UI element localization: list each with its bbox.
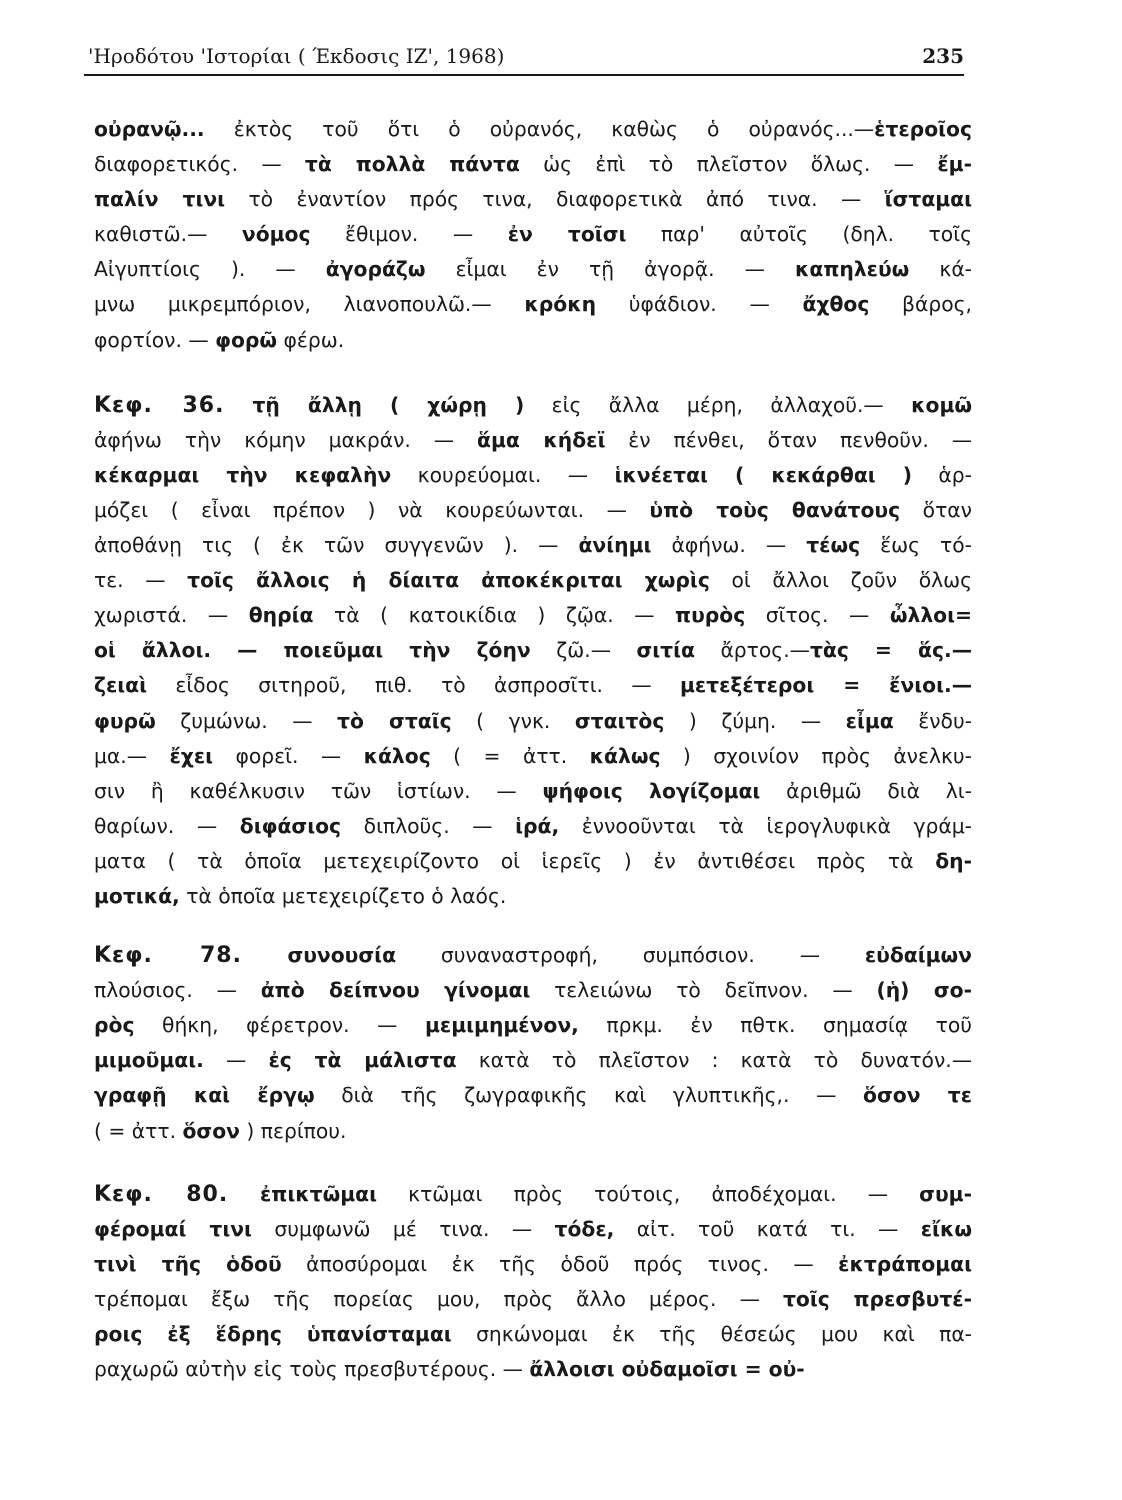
text-line — [94, 774, 972, 809]
definition-text: ) σχοινίον πρὸς ἀνελκυ- — [660, 743, 972, 768]
text-line — [94, 1078, 972, 1113]
headword: σταιτὸς — [574, 708, 665, 733]
text-line — [94, 1282, 972, 1317]
definition-text: ραχωρῶ αὐτὴν εἰς τοὺς πρεσβυτέρους. — — [94, 1357, 530, 1382]
headword: διφάσιος — [239, 813, 342, 838]
definition-text: σῖτος. — — [745, 603, 890, 628]
definition-text: διπλοῦς. — — [341, 813, 516, 838]
headword: ὑπὸ τοὺς θανάτους — [649, 497, 901, 522]
definition-text: ὡς ἐπὶ τὸ πλεῖστον ὅλως. — — [519, 152, 938, 177]
headword: πυρὸς — [675, 603, 746, 628]
headword: δη- — [935, 848, 972, 873]
headword: τοῖς πρεσβυτέ- — [782, 1286, 972, 1311]
headword: μετεξέτεροι = ἔνιοι.— — [679, 673, 973, 698]
definition-text: κουρεύομαι. — — [391, 462, 615, 487]
definition-text: χωριστά. — — [94, 603, 249, 628]
headword: φέρομαί τινι — [94, 1216, 252, 1241]
headword: τέως — [806, 533, 861, 558]
text-line — [94, 668, 972, 703]
running-header — [84, 42, 964, 76]
headword: συμ- — [919, 1181, 972, 1206]
definition-text: ματα ( τὰ ὁποῖα μετεχειρίζοντο οἱ ἱερεῖς ) ἐν ἀντιθέσει πρὸς τὰ — [94, 848, 936, 873]
definition-text: ) περίπου. — [239, 1118, 347, 1143]
definition-text: ἀφήνω τὴν κόμην μακράν. — — [94, 427, 478, 452]
headword: ρὸς — [94, 1013, 135, 1038]
definition-text: ἔθιμον. — — [310, 222, 508, 247]
definition-text: τὸ ἐναντίον πρός τινα, διαφορετικὰ ἀπό τινα. — — [225, 187, 885, 212]
definition-text: ζῶ.— — [530, 638, 637, 663]
text-line — [94, 1008, 972, 1043]
text-line — [94, 879, 972, 914]
definition-text: πρκμ. ἐν πθτκ. σημασίᾳ τοῦ — [578, 1013, 973, 1038]
definition-text: φορεῖ. — — [213, 743, 364, 768]
definition-text: μνω μικρεμπόριον, λιανοπουλῶ.— — [94, 292, 525, 317]
definition-text: ἀποθάνῃ τις ( ἐκ τῶν συγγενῶν ). — — [94, 533, 579, 558]
definition-text: καθιστῶ.— — [94, 222, 242, 247]
headword: οὐρανῷ... — [94, 117, 205, 141]
headword: οἱ ἄλλοι. — ποιεῦμαι τὴν ζόην — [94, 638, 531, 663]
text-line — [94, 1352, 972, 1387]
headword: ἀγοράζω — [325, 257, 426, 282]
page-number: 235 — [922, 44, 964, 68]
definition-text: ἔνδυ- — [893, 708, 973, 733]
headword: ἐν τοῖσι — [507, 222, 627, 247]
headword: ψήφοις λογίζομαι — [542, 778, 761, 803]
headword: τῇ ἄλλῃ ( χώρῃ ) — [224, 392, 525, 417]
definition-text: συμφωνῶ μέ τινα. — — [251, 1216, 555, 1241]
text-line — [94, 252, 972, 287]
definition-text: τρέπομαι ἔξω τῆς πορείας μου, πρὸς ἄλλο μέρος. — — [94, 1286, 783, 1311]
text-line — [94, 112, 972, 147]
definition-text: τε. — — [94, 568, 188, 593]
definition-text: θαρίων. — — [94, 813, 240, 838]
definition-text: οἱ ἄλλοι ζοῦν ὅλως — [709, 568, 973, 593]
headword: μεμιμημένον, — [424, 1013, 579, 1038]
text-line — [94, 633, 972, 668]
text-line — [94, 147, 972, 182]
glossary-paragraph-kef-78 — [94, 938, 972, 1149]
glossary-body — [94, 112, 972, 1387]
definition-text: τελειώνω τὸ δεῖπνον. — — [530, 978, 877, 1003]
headword: γραφῇ καὶ ἔργῳ — [94, 1083, 315, 1108]
definition-text: ὅταν — [900, 497, 972, 522]
headword: ἐκτράπομαι — [838, 1251, 972, 1276]
text-line — [94, 1177, 972, 1212]
headword: τὰ πολλὰ πάντα — [304, 152, 520, 177]
headword: ἱκνέεται ( κεκάρθαι ) — [614, 462, 912, 487]
definition-text: εἶμαι ἐν τῇ ἀγορᾷ. — — [425, 257, 796, 282]
definition-text: ἄρτος.— — [694, 638, 810, 663]
definition-text: ( = ἀττ. — [94, 1118, 183, 1143]
definition-text: τὰ ( κατοικίδια ) ζῷα. — — [313, 603, 676, 628]
text-line — [94, 423, 972, 458]
definition-text: σηκώνομαι ἐκ τῆς θέσεώς μου καὶ πα- — [451, 1322, 973, 1346]
definition-text: μόζει ( εἶναι πρέπον ) νὰ κουρεύωνται. — — [94, 497, 650, 522]
headword: εὐδαίμων — [864, 943, 972, 968]
headword: ροις ἐξ ἕδρης ὑπανίσταμαι — [94, 1322, 452, 1346]
text-line — [94, 493, 972, 528]
text-line — [94, 1317, 972, 1352]
headword: ὦλλοι= — [889, 603, 973, 628]
text-line — [94, 323, 972, 358]
chapter-label: Κεφ. 36. — [94, 392, 225, 418]
text-line — [94, 528, 972, 563]
headword: κάλως — [589, 743, 661, 768]
definition-text: ( = ἀττ. — [430, 743, 590, 768]
text-line — [94, 1212, 972, 1247]
definition-text: ἀποσύρομαι ἐκ τῆς ὁδοῦ πρός τινος. — — [281, 1251, 839, 1276]
headword: τόδε, — [554, 1216, 615, 1241]
definition-text: ἀφήνω. — — [651, 533, 807, 558]
definition-text: Αἰγυπτίοις ). — — [94, 257, 326, 282]
definition-text: τὰ ὁποῖα μετεχειρίζετο ὁ λαός. — [179, 883, 507, 908]
definition-text: ἐν πένθει, ὅταν πενθοῦν. — — [605, 427, 973, 452]
headword: ἄλλοισι οὐδαμοῖσι = οὐ- — [529, 1357, 805, 1382]
headword: εἶμα — [845, 708, 894, 733]
chapter-label: Κεφ. 78. — [94, 943, 242, 969]
definition-text: ζυμώνω. — — [155, 708, 338, 733]
definition-text: θήκη, φέρετρον. — — [134, 1013, 425, 1038]
definition-text: ( γνκ. — [451, 708, 575, 733]
definition-text: βάρος, — [869, 292, 972, 317]
definition-text: ἐννοοῦνται τὰ ἱερογλυφικὰ γράμ- — [559, 813, 972, 838]
headword: ἀπὸ δείπνου γίνομαι — [260, 978, 531, 1003]
text-line — [94, 809, 972, 844]
definition-text: σιν ἢ καθέλκυσιν τῶν ἱστίων. — — [94, 778, 543, 803]
headword: ζειαὶ — [94, 673, 148, 698]
headword: κρόκη — [524, 292, 597, 317]
headword: θηρία — [248, 603, 314, 628]
definition-text: συναναστροφή, συμπόσιον. — — [396, 943, 865, 968]
text-line — [94, 287, 972, 322]
headword: κάλος — [363, 743, 431, 768]
definition-text: ἀριθμῶ διὰ λι- — [760, 778, 972, 803]
definition-text: κατὰ τὸ πλεῖστον : κατὰ τὸ δυνατόν.— — [456, 1048, 972, 1073]
headword: σιτία — [636, 638, 695, 663]
definition-text: μα.— — [94, 743, 170, 768]
headword: ἑτεροῖος — [874, 117, 972, 141]
definition-text: φορτίον. — — [94, 327, 216, 352]
definition-text: ἕως τό- — [860, 533, 972, 558]
definition-text: ὑφάδιον. — — [596, 292, 803, 317]
headword: ἵσταμαι — [884, 187, 973, 212]
headword: ὅσον — [182, 1118, 240, 1143]
glossary-paragraph — [94, 112, 972, 358]
headword: παλίν τινι — [94, 187, 226, 212]
definition-text: φέρω. — [277, 327, 345, 352]
headword: ἱρά, — [515, 813, 560, 838]
text-line — [94, 1043, 972, 1078]
text-line — [94, 563, 972, 598]
headword: τοῖς ἄλλοις ἡ δίαιτα ἀποκέκριται χωρὶς — [187, 568, 710, 593]
headword: ἐς τὰ μάλιστα — [268, 1048, 457, 1073]
glossary-paragraph-kef-36 — [94, 388, 972, 914]
headword: μιμοῦμαι. — [94, 1048, 204, 1073]
text-line — [94, 739, 972, 774]
headword: τινὶ τῆς ὁδοῦ — [94, 1251, 282, 1276]
headword: ὅσον τε — [863, 1083, 972, 1108]
definition-text: ἁρ- — [911, 462, 972, 487]
definition-text: διὰ τῆς ζωγραφικῆς καὶ γλυπτικῆς,. — — [314, 1083, 864, 1108]
headword: ἐπικτῶμαι — [228, 1181, 377, 1206]
definition-text: αἰτ. τοῦ κατά τι. — — [614, 1216, 921, 1241]
definition-text: πλούσιος. — — [94, 978, 261, 1003]
headword: κέκαρμαι τὴν κεφαλὴν — [94, 462, 392, 487]
headword: (ἡ) σο- — [876, 978, 972, 1003]
text-line — [94, 182, 972, 217]
headword: ἅμα κήδεϊ — [477, 427, 606, 452]
headword: ἔμ- — [937, 152, 972, 177]
glossary-paragraph-kef-80 — [94, 1177, 972, 1388]
definition-text: εἶδος σιτηροῦ, πιθ. τὸ ἀσπροσῖτι. — — [147, 673, 680, 698]
running-title: 'Ηροδότου 'Ιστορίαι ( Έκδοσις ΙΖ', 1968) — [88, 44, 505, 68]
text-line — [94, 217, 972, 252]
headword: τὸ σταῖς — [337, 708, 452, 733]
definition-text: κά- — [909, 257, 973, 282]
text-line — [94, 598, 972, 633]
text-line — [94, 704, 972, 739]
text-line — [94, 388, 972, 423]
definition-text: διαφορετικός. — — [94, 152, 305, 177]
definition-text: ) ζύμη. — — [664, 708, 846, 733]
definition-text: παρ' αὐτοῖς (δηλ. τοῖς — [626, 222, 972, 247]
text-line — [94, 458, 972, 493]
headword: φορῶ — [215, 327, 278, 352]
text-line — [94, 938, 972, 973]
definition-text: κτῶμαι πρὸς τούτοις, ἀποδέχομαι. — — [376, 1181, 920, 1206]
headword: τὰς = ἅς.— — [809, 638, 972, 663]
text-line — [94, 1247, 972, 1282]
headword: φυρῶ — [94, 708, 156, 733]
text-line — [94, 973, 972, 1008]
headword: εἴκω — [920, 1216, 972, 1241]
headword: νόμος — [241, 222, 311, 247]
headword: συνουσία — [241, 943, 397, 968]
text-line — [94, 1114, 972, 1149]
headword: ἔχει — [169, 743, 214, 768]
definition-text: — — [203, 1048, 269, 1073]
chapter-label: Κεφ. 80. — [94, 1181, 229, 1207]
headword: καπηλεύω — [795, 257, 910, 282]
headword: κομῶ — [911, 392, 973, 417]
headword: ἀνίημι — [578, 533, 652, 558]
headword: μοτικά, — [94, 883, 180, 908]
headword: ἄχθος — [802, 292, 870, 317]
definition-text: ἐκτὸς τοῦ ὅτι ὁ οὐρανός, καθὼς ὁ οὐρανός...— — [204, 117, 875, 141]
definition-text: εἰς ἄλλα μέρη, ἀλλαχοῦ.— — [524, 392, 912, 417]
text-line — [94, 844, 972, 879]
